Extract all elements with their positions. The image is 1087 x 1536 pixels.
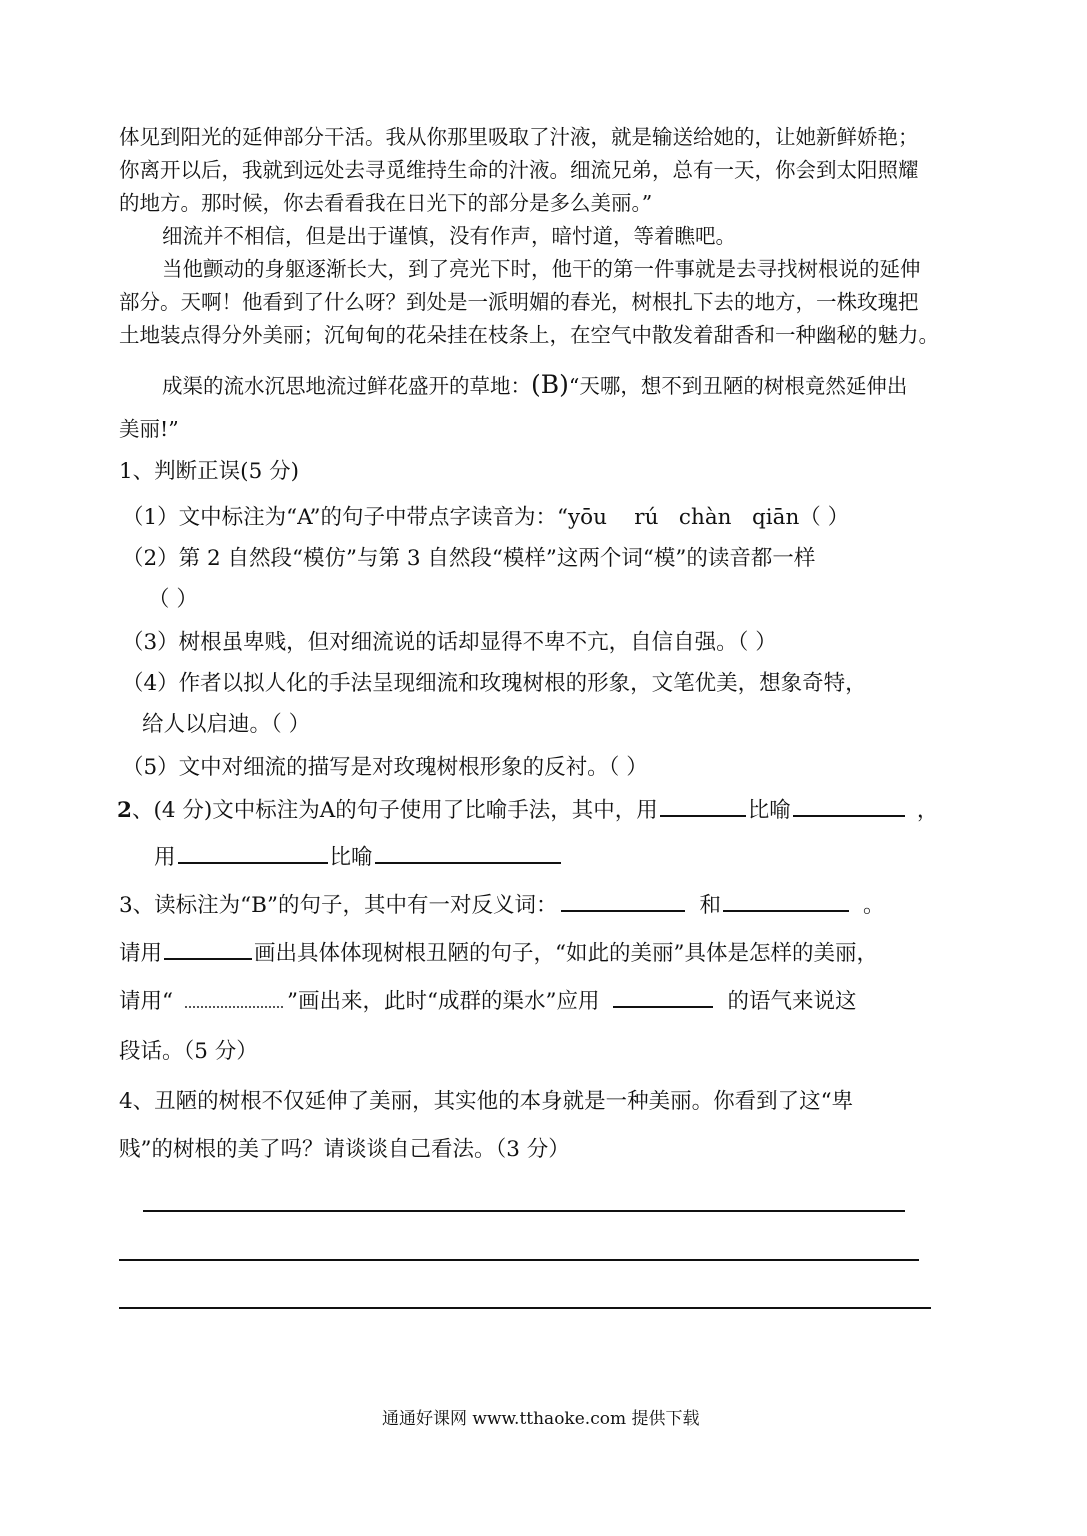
question-3: 3、读标注为“B”的句子，其中有一对反义词： 和 。 xyxy=(119,893,885,918)
question-1-title: 1、判断正误(5 分) xyxy=(119,459,299,484)
question-1-item-2: （2）第 2 自然段“模仿”与第 3 自然段“模样”这两个词“模”的读音都一样 xyxy=(122,546,816,571)
question-1-item-5: （5）文中对细流的描写是对玫瑰树根形象的反衬。（ ） xyxy=(122,755,648,780)
passage-line: 你离开以后，我就到远处去寻觅维持生命的汁液。细流兄弟，总有一天，你会到太阳照耀 xyxy=(119,158,919,182)
question-4-cont: 贱”的树根的美了吗？请谈谈自己看法。（3 分） xyxy=(119,1137,570,1162)
question-2-cont: 用 比喻 xyxy=(154,847,563,869)
passage-line: 的地方。那时候，你去看看我在日光下的部分是多么美丽。” xyxy=(119,191,653,215)
answer-blank[interactable] xyxy=(561,909,685,912)
question-3-line-4: 段话。（5 分） xyxy=(119,1039,258,1064)
answer-line[interactable] xyxy=(119,1307,931,1309)
passage-line: 美丽!” xyxy=(119,417,179,441)
passage-line: 细流并不相信，但是出于谨慎，没有作声，暗忖道，等着瞧吧。 xyxy=(162,224,736,248)
answer-line[interactable] xyxy=(119,1259,919,1261)
answer-blank[interactable] xyxy=(375,861,561,864)
passage-line: 当他颤动的身躯逐渐长大，到了亮光下时，他干的第一件事就是去寻找树根说的延伸 xyxy=(162,257,921,281)
question-1-item-4-cont: 给人以启迪。（ ） xyxy=(142,712,311,737)
answer-paren[interactable]: （ ） xyxy=(148,587,198,612)
answer-blank[interactable] xyxy=(660,814,746,817)
answer-blank[interactable] xyxy=(793,814,905,817)
question-3-line-3: 请用“ ”画出来，此时“成群的渠水”应用 的语气来说这 xyxy=(119,989,857,1014)
passage-line-b xyxy=(162,372,907,397)
label-b: (B) xyxy=(531,370,569,399)
answer-blank[interactable] xyxy=(613,1005,713,1008)
passage-line: 部分。天啊！他看到了什么呀？到处是一派明媚的春光，树根扎下去的地方，一株玫瑰把 xyxy=(119,290,919,314)
answer-blank[interactable] xyxy=(178,861,328,864)
question-number: 2 xyxy=(117,798,132,823)
question-4: 4、丑陋的树根不仅延伸了美丽，其实他的本身就是一种美丽。你看到了这“卑 xyxy=(119,1089,854,1114)
pinyin: yōu rú chàn qiān xyxy=(568,505,800,530)
answer-blank[interactable] xyxy=(723,909,849,912)
passage-line: 土地装点得分外美丽；沉甸甸的花朵挂在枝条上，在空气中散发着甜香和一种幽秘的魅力。 xyxy=(119,323,939,347)
passage-line: 体见到阳光的延伸部分干活。我从你那里吸取了汁液，就是输送给她的，让她新鲜娇艳； xyxy=(119,125,919,149)
wavy-line-sample xyxy=(185,1005,283,1008)
passage-text: “天哪，想不到丑陋的树根竟然延伸出 xyxy=(568,374,908,398)
question-1-item-4: （4）作者以拟人化的手法呈现细流和玫瑰树根的形象，文笔优美，想象奇特， xyxy=(122,671,867,696)
footer: 通通好课网 www.tthaoke.com 提供下载 xyxy=(382,1409,700,1429)
question-1-item-3: （3）树根虽卑贱，但对细流说的话却显得不卑不亢，自信自强。（ ） xyxy=(122,630,777,655)
question-2: 2、(4 分)文中标注为A的句子使用了比喻手法，其中，用 比喻 ， xyxy=(117,798,939,823)
underline-sample xyxy=(164,957,252,960)
question-1-item-1: （1）文中标注为“A”的句子中带点字读音为：“yōu rú chàn qiān（ ） xyxy=(122,505,850,530)
answer-paren[interactable]: （ ） xyxy=(799,505,850,530)
question-3-line-2: 请用 画出具体体现树根丑陋的句子，“如此的美丽”具体是怎样的美丽， xyxy=(119,941,879,966)
answer-line[interactable] xyxy=(143,1210,905,1212)
passage-text: 成渠的流水沉思地流过鲜花盛开的草地： xyxy=(162,374,531,398)
